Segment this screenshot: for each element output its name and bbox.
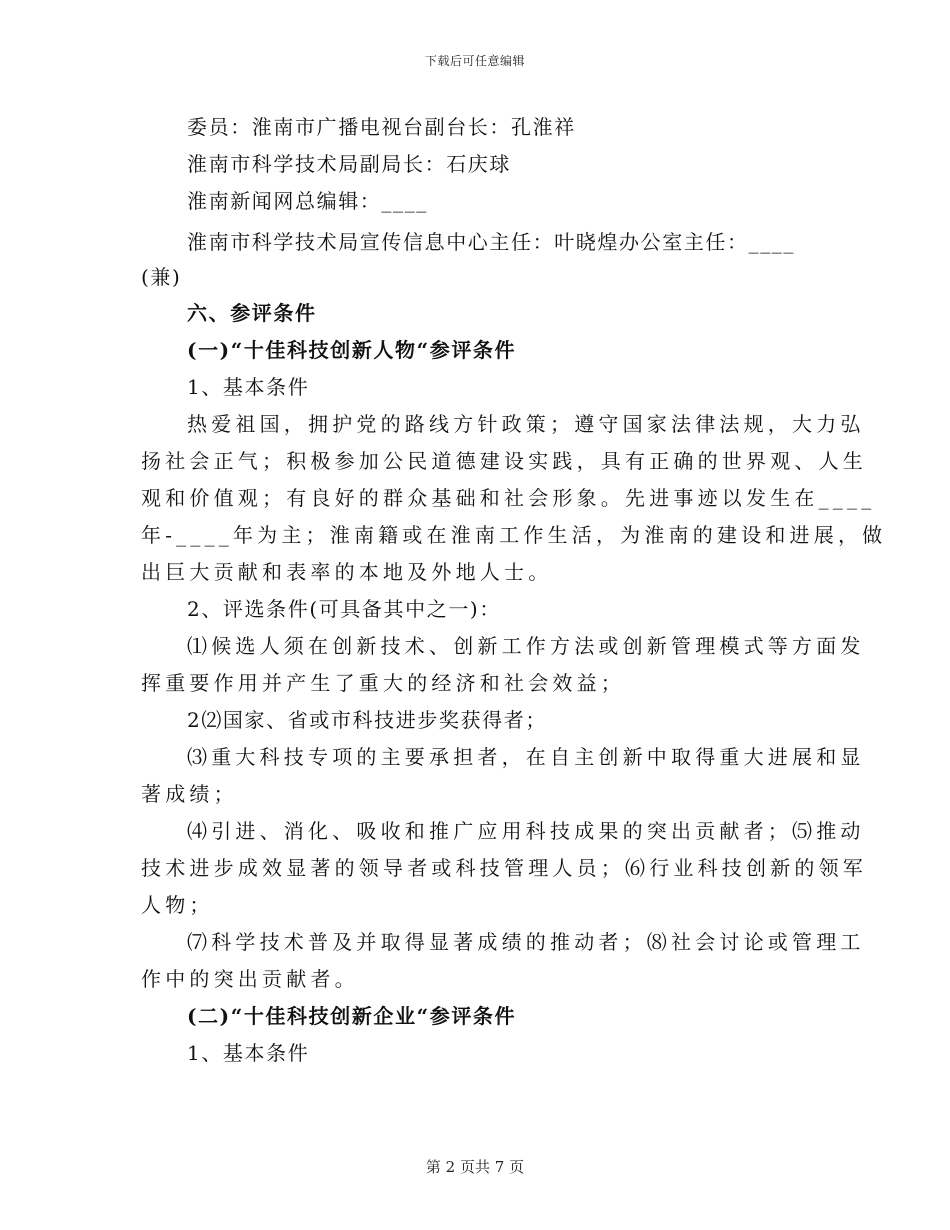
- item-heading: 1、基本条件: [187, 1041, 310, 1065]
- subsection-heading: (一)“十佳科技创新人物“参评条件: [187, 338, 517, 362]
- committee-member-line: 委员：淮南市广播电视台副台长：孔淮祥: [187, 115, 576, 139]
- page-footer: 第 2 页共 7 页: [425, 1158, 525, 1176]
- criteria-line: 人物；: [141, 893, 214, 917]
- criteria-line: 著成绩；: [141, 782, 238, 806]
- item-heading: 1、基本条件: [187, 375, 310, 399]
- committee-member-line: 淮南市科学技术局副局长：石庆球: [187, 152, 511, 176]
- paragraph-continuation: (兼): [141, 265, 182, 289]
- criteria-line: ⑴候选人须在创新技术、创新工作方法或创新管理模式等方面发: [187, 634, 865, 658]
- criteria-line: 挥重要作用并产生了重大的经济和社会效益；: [141, 671, 625, 695]
- committee-member-line: 淮南市科学技术局宣传信息中心主任：叶晓煌办公室主任：____: [187, 230, 795, 254]
- criteria-line: 作中的突出贡献者。: [141, 967, 359, 991]
- criteria-line: ⑶重大科技专项的主要承担者，在自主创新中取得重大进展和显: [187, 745, 865, 769]
- criteria-line: ⑺科学技术普及并取得显著成绩的推动者；⑻社会讨论或管理工: [187, 930, 865, 954]
- criteria-line: 2⑵国家、省或市科技进步奖获得者；: [187, 708, 547, 732]
- item-heading: 2、评选条件(可具备其中之一)：: [187, 597, 501, 621]
- paragraph-line: 年-____年为主；淮南籍或在淮南工作生活，为淮南的建设和进展，做: [141, 523, 887, 547]
- subsection-heading: (二)“十佳科技创新企业“参评条件: [187, 1004, 517, 1028]
- section-heading: 六、参评条件: [187, 301, 317, 325]
- paragraph-line: 扬社会正气；积极参加公民道德建设实践，具有正确的世界观、人生: [141, 449, 867, 473]
- paragraph-line: 热爱祖国，拥护党的路线方针政策；遵守国家法律法规，大力弘: [187, 412, 865, 436]
- committee-member-line: 淮南新闻网总编辑：____: [187, 189, 428, 213]
- paragraph-line: 出巨大贡献和表率的本地及外地人士。: [141, 560, 553, 584]
- page-header: 下载后可任意编辑: [424, 54, 525, 68]
- paragraph-line: 观和价值观；有良好的群众基础和社会形象。先进事迹以发生在____: [141, 486, 876, 510]
- criteria-line: 技术进步成效显著的领导者或科技管理人员；⑹行业科技创新的领军: [141, 856, 867, 880]
- criteria-line: ⑷引进、消化、吸收和推广应用科技成果的突出贡献者；⑸推动: [187, 819, 865, 843]
